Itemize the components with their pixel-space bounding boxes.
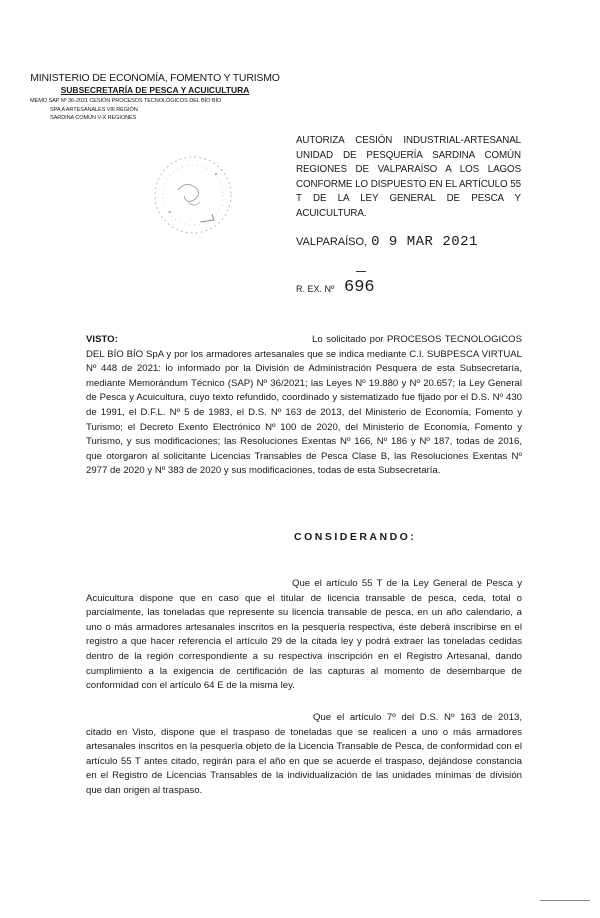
- memo-reference: [30, 97, 280, 123]
- visto-paragraph: [86, 333, 522, 479]
- memo-line-3: SARDINA COMÚN V-X REGIONES: [50, 115, 137, 121]
- footer-mark: [540, 900, 590, 901]
- rex-number: 696: [344, 278, 375, 297]
- visto-lead: Lo solicitado por PROCESOS: [312, 334, 442, 345]
- subsecretaria-name: SUBSECRETARÍA DE PESCA Y ACUICULTURA: [60, 85, 250, 95]
- official-seal-stamp: [148, 150, 238, 240]
- rex-label: R. EX. Nº: [296, 284, 335, 294]
- visto-text: TECNOLOGICOS DEL BÍO BÍO SpA y por los armadores artesanales que se indica mediante C.I. SUBPESCA VIRTUAL Nº 448 de 2021: lo informado por la División de Administración Pesquera de esta Subsecretaría, mediante Memorándum Técnico (SAP) Nº 36/2021; las Leyes Nº 19.880 y Nº 20.657; la Ley General de Pesca y Acuicultura, cuyo texto refundido, coordinado y sistematizado fue fijado por el D.S. Nº 430 de 1991, el D.F.L. Nº 5 de 1983, el D.S. Nº 163 de 2013, del Ministerio de Economía, Fomento y Turismo; el Decreto Exento Electrónico Nº 100 de 2020, del Ministerio de Economía, Fomento y Turismo, y sus modificaciones; las Resoluciones Exentas Nº 166, Nº 186 y Nº 187, todas de 2016, que otorgaron al solicitante Licencias Transables de Pesca Clase B, las Resoluciones Exentas Nº 2977 de 2020 y Nº 383 de 2020 y sus modificaciones, todas de esta Subsecretaría.: [86, 334, 522, 477]
- considerando-paragraph-1: [86, 577, 522, 694]
- date-mark: [356, 271, 366, 272]
- resolution-title: AUTORIZA CESIÓN INDUSTRIAL-ARTESANAL UNIDAD DE PESQUERÍA SARDINA COMÚN REGIONES DE VALPARAÍSO A LOS LAGOS CONFORME LO DISPUESTO EN EL ARTÍCULO 55 T DE LA LEY GENERAL DE PESCA Y ACUICULTURA.: [296, 135, 521, 219]
- resolution-date: 0 9 MAR 2021: [371, 234, 478, 250]
- memo-line-1: MEMO SAP Nº 36-2021 CESIÓN PROCESOS TECNOLÓGICOS DEL BÍO BÍO: [30, 98, 222, 104]
- para2-text: en Visto, dispone que el traspaso de toneladas que se realicen a uno o más armadores artesanales inscritos en la pesquería objeto de la Licencia Transable de Pesca, de conformidad con el artículo 55 T antes citado, regirán para el año en que se acuerde el traspaso, dejándose constancia en el Registro de Licencias Transables de la individualización de las unidades mínimas de división que dan origen al traspaso.: [86, 726, 522, 796]
- para1-lead: Que el artículo 55 T de la Ley General de Pesca y: [292, 578, 522, 589]
- considerando-paragraph-2: [86, 711, 522, 799]
- para1-text: Acuicultura dispone que en caso que el titular de licencia transable de pesca, ceda, total o parcialmente, las toneladas que represente su licencia transable de pesca, en un año calendario, a uno o más armadores artesanales inscritos en la pesquería respectiva, éste deberá inscribirse en el registro a que hacer referencia el artículo 29 de la citada ley y podrá extraer las toneladas cedidas dentro de la región correspondiente a su respectiva inscripción en el Registro Artesanal, dando cumplimiento a la exigencia de certificación de las capturas al momento de desembarque de conformidad con el artículo 64 E de la misma ley.: [86, 592, 522, 692]
- memo-line-2: SPA A ARTESANALES VIII REGIÓN: [50, 106, 138, 113]
- visto-label: VISTO:: [86, 334, 118, 345]
- place-name: VALPARAÍSO,: [296, 236, 368, 248]
- considerando-heading: CONSIDERANDO:: [294, 531, 417, 543]
- para2-lead: Que el artículo 7º del D.S. Nº 163 de 2013, citado: [86, 712, 522, 738]
- letterhead: [30, 72, 280, 123]
- ministry-name: MINISTERIO DE ECONOMÍA, FOMENTO Y TURISMO: [30, 72, 280, 84]
- place-date: [296, 234, 478, 250]
